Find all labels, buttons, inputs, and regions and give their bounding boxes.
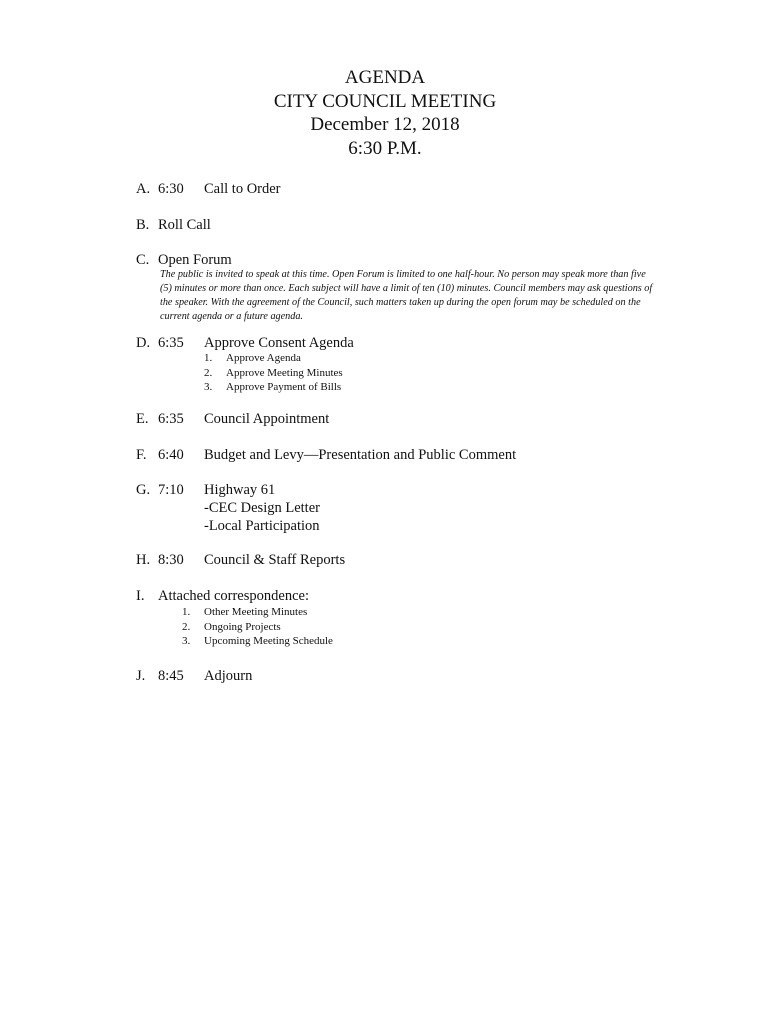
- item-detail-line: -Local Participation: [204, 518, 320, 534]
- agenda-header: [0, 66, 770, 160]
- header-time: 6:30 P.M.: [348, 137, 422, 159]
- list-number: 1.: [204, 352, 213, 364]
- item-letter: D.: [136, 335, 151, 351]
- item-letter: A.: [136, 181, 151, 197]
- item-letter: H.: [136, 552, 151, 568]
- list-text: Other Meeting Minutes: [204, 606, 308, 618]
- list-number: 3.: [204, 381, 213, 394]
- item-time: 8:30: [158, 552, 184, 568]
- open-forum-description: The public is invited to speak at this time. Open Forum is limited to one half-hour. No person may speak more than five (5) minutes or more than once. Each subject will have a limit of ten (10) minutes. Council members may ask questions of the speaker. With the agreement of the Council, such matters taken up during the open forum may be scheduled on the current agenda or a future agenda.: [160, 269, 653, 322]
- item-title: Highway 61: [204, 482, 276, 498]
- item-title: Roll Call: [158, 217, 211, 233]
- item-title: Adjourn: [204, 668, 253, 684]
- item-time: 6:30: [158, 181, 184, 197]
- item-letter: J.: [136, 668, 146, 684]
- item-title: Budget and Levy—Presentation and Public Comment: [204, 447, 517, 463]
- item-letter: E.: [136, 411, 149, 427]
- list-number: 2.: [182, 620, 191, 633]
- item-letter: F.: [136, 447, 147, 463]
- item-title: Approve Consent Agenda: [204, 335, 354, 351]
- list-number: 1.: [182, 606, 191, 618]
- item-letter: B.: [136, 217, 150, 233]
- item-time: 8:45: [158, 668, 184, 684]
- list-text: Approve Payment of Bills: [226, 381, 342, 394]
- item-time: 6:35: [158, 335, 184, 351]
- header-meeting-name: CITY COUNCIL MEETING: [273, 90, 497, 112]
- list-text: Approve Meeting Minutes: [226, 366, 343, 379]
- item-time: 7:10: [158, 482, 184, 498]
- item-title: Call to Order: [204, 181, 281, 197]
- header-agenda: AGENDA: [344, 67, 426, 88]
- item-letter: I.: [136, 588, 145, 604]
- header-date: December 12, 2018: [310, 114, 460, 135]
- list-number: 3.: [182, 635, 191, 648]
- item-time: 6:35: [158, 411, 184, 427]
- item-title: Open Forum: [158, 252, 232, 268]
- item-letter: C.: [136, 252, 150, 268]
- item-title: Council & Staff Reports: [204, 552, 346, 568]
- list-text: Ongoing Projects: [204, 620, 281, 633]
- list-text: Approve Agenda: [226, 352, 301, 364]
- item-letter: G.: [136, 482, 151, 498]
- list-text: Upcoming Meeting Schedule: [204, 635, 333, 648]
- item-time: 6:40: [158, 447, 184, 463]
- list-number: 2.: [204, 366, 213, 379]
- item-detail-line: -CEC Design Letter: [204, 500, 320, 516]
- item-title: Attached correspondence:: [158, 588, 309, 604]
- item-title-block: [204, 481, 320, 535]
- item-title: Council Appointment: [204, 411, 330, 427]
